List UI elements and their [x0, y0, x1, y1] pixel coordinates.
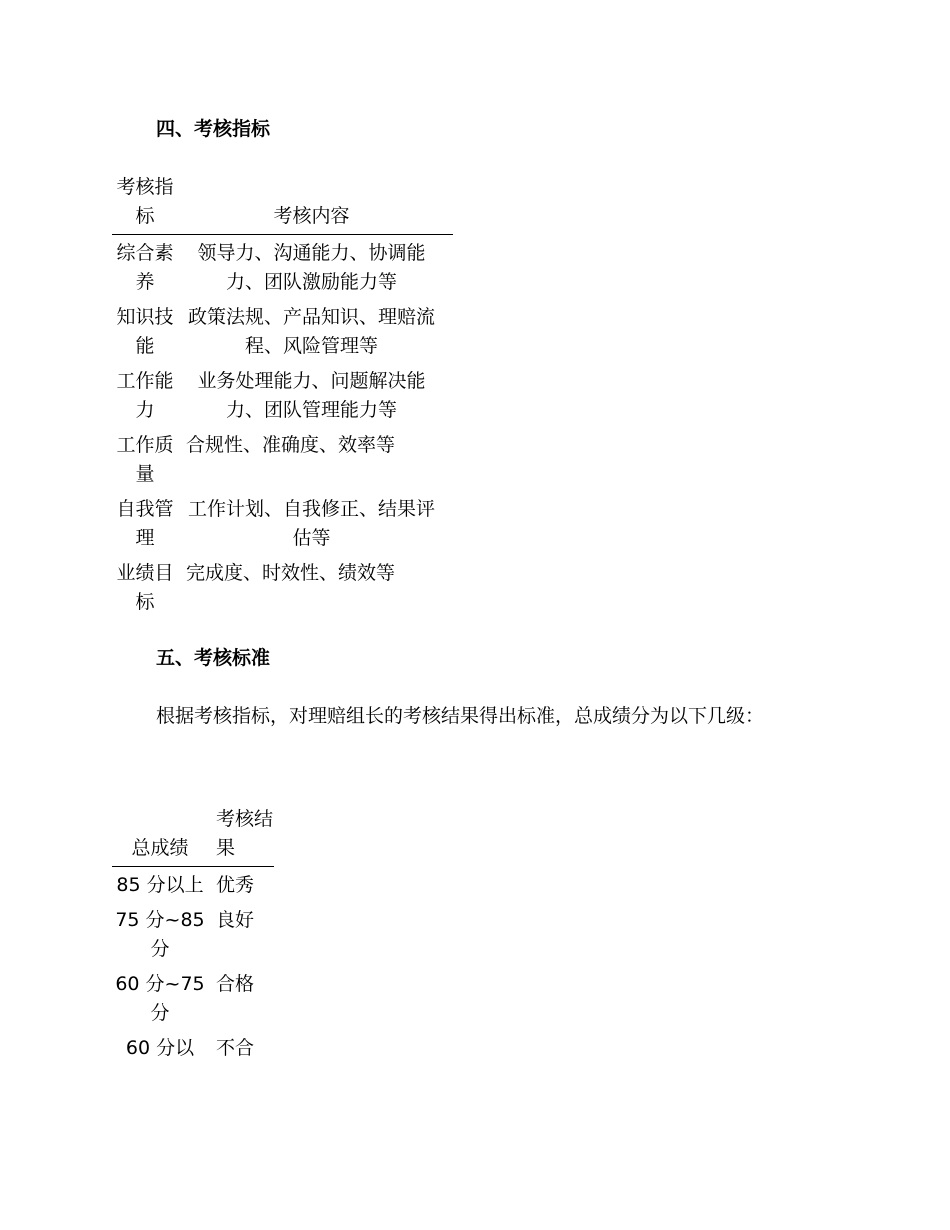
content-cell: 领导力、沟通能力、协调能力、团队激励能力等 [197, 242, 426, 293]
header-content: 考核内容 [273, 205, 350, 227]
table-row [112, 553, 453, 617]
section5-heading: 五、考核标准 [156, 647, 271, 669]
content-cell: 工作计划、自我修正、结果评估等 [187, 498, 435, 549]
header-indicator: 考核指标 [116, 176, 174, 227]
table-row [112, 900, 274, 964]
table-row [112, 361, 453, 425]
result-cell: 合格 [216, 973, 255, 995]
indicator-cell: 自我管理 [116, 498, 174, 549]
score-cell: 85 分以上 [116, 874, 204, 896]
section4-heading: 四、考核指标 [156, 118, 271, 140]
content-cell: 完成度、时效性、绩效等 [186, 562, 396, 584]
score-cell: 75 分~85 分 [115, 909, 205, 960]
indicator-table [112, 173, 453, 617]
table-row [112, 1028, 274, 1063]
indicator-cell: 工作质量 [116, 434, 174, 485]
score-cell: 60 分以 [125, 1037, 195, 1059]
result-cell: 优秀 [216, 874, 255, 896]
header-result: 考核结果 [216, 808, 274, 859]
table-row [112, 425, 453, 489]
indicator-cell: 综合素养 [116, 242, 174, 293]
table-row [112, 867, 274, 901]
result-cell: 不合 [216, 1037, 255, 1059]
indicator-cell: 工作能力 [116, 370, 174, 421]
content-cell: 业务处理能力、问题解决能力、团队管理能力等 [197, 370, 426, 421]
standard-table-header [112, 805, 274, 867]
score-cell: 60 分~75 分 [115, 973, 205, 1024]
standard-table [112, 805, 274, 1063]
table-row [112, 964, 274, 1028]
header-total-score: 总成绩 [131, 837, 189, 859]
table-row [112, 235, 453, 298]
content-cell: 政策法规、产品知识、理赔流程、风险管理等 [187, 306, 435, 357]
indicator-cell: 知识技能 [116, 306, 174, 357]
table-row [112, 489, 453, 553]
indicator-cell: 业绩目标 [116, 562, 174, 613]
section5-paragraph: 根据考核指标，对理赔组长的考核结果得出标准，总成绩分为以下几级： [156, 705, 765, 727]
table-row [112, 297, 453, 361]
content-cell: 合规性、准确度、效率等 [186, 434, 396, 456]
result-cell: 良好 [216, 909, 255, 931]
indicator-table-header [112, 173, 453, 235]
